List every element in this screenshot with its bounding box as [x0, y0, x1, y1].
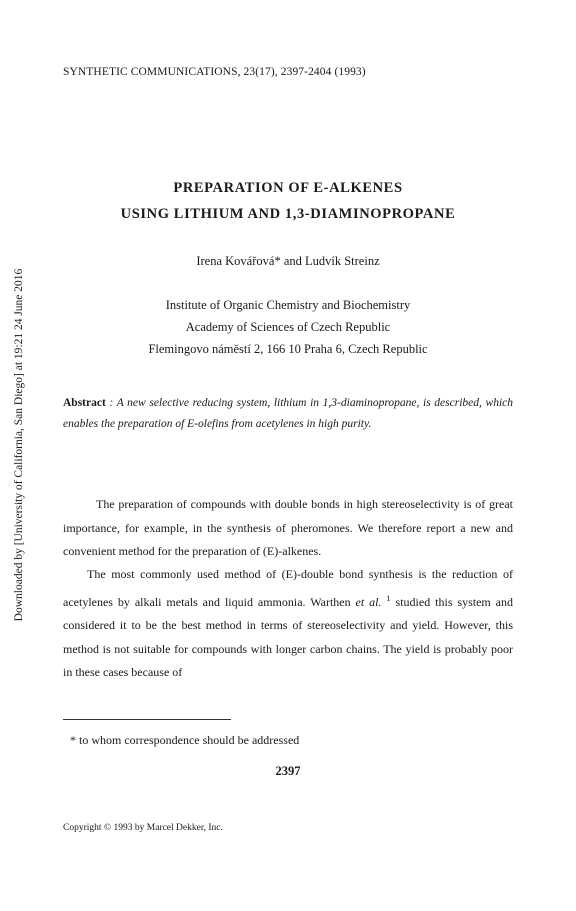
reference-superscript: 1 [386, 593, 391, 603]
download-notice-sidebar: Downloaded by [University of California, San Diego] at 19:21 24 June 2016 [13, 268, 25, 622]
author-list: Irena Kovářová* and Ludvík Streinz [196, 254, 380, 268]
affiliation-line-2: Academy of Sciences of Czech Republic [185, 320, 391, 334]
footnote: * to whom correspondence should be addressed [70, 733, 300, 747]
paper-title-line-1: PREPARATION OF E-ALKENES [173, 180, 403, 196]
abstract-text: : A new selective reducing system, lithium in 1,3-diaminopropane, is described, which enables the preparation of E-olefins from acetylenes in high purity. [63, 397, 514, 430]
footnote-divider [63, 719, 231, 720]
abstract-label: Abstract [63, 397, 106, 409]
body-paragraph-1: The preparation of compounds with double bonds in high stereoselectivity is of great importance, for example, in the synthesis of pheromones. We therefore report a new and convenient method for the preparation of (E)-alkenes. [63, 497, 513, 559]
journal-header: SYNTHETIC COMMUNICATIONS, 23(17), 2397-2404 (1993) [63, 66, 366, 78]
et-al: et al. [355, 594, 382, 609]
abstract [63, 393, 513, 435]
paragraph-2-part-a: The most commonly used method of (E)-double bond synthesis is the reduction of acetylenes by alkali metals and liquid ammonia. Warthen [63, 567, 513, 609]
page-number: 2397 [275, 764, 301, 778]
paragraph-2-part-b: studied this system and considered it to be the best method in terms of stereoselectivity and yield. However, this method is not suitable for compounds with longer carbon chains. The yield is probably poor in these cases because of [63, 594, 514, 680]
body-paragraph-2 [63, 563, 513, 685]
paper-title-line-2: USING LITHIUM AND 1,3-DIAMINOPROPANE [120, 206, 456, 222]
affiliation-line-3: Flemingovo náměstí 2, 166 10 Praha 6, Czech Republic [148, 342, 428, 356]
affiliation-line-1: Institute of Organic Chemistry and Biochemistry [165, 298, 411, 312]
copyright-notice: Copyright © 1993 by Marcel Dekker, Inc. [63, 823, 223, 833]
